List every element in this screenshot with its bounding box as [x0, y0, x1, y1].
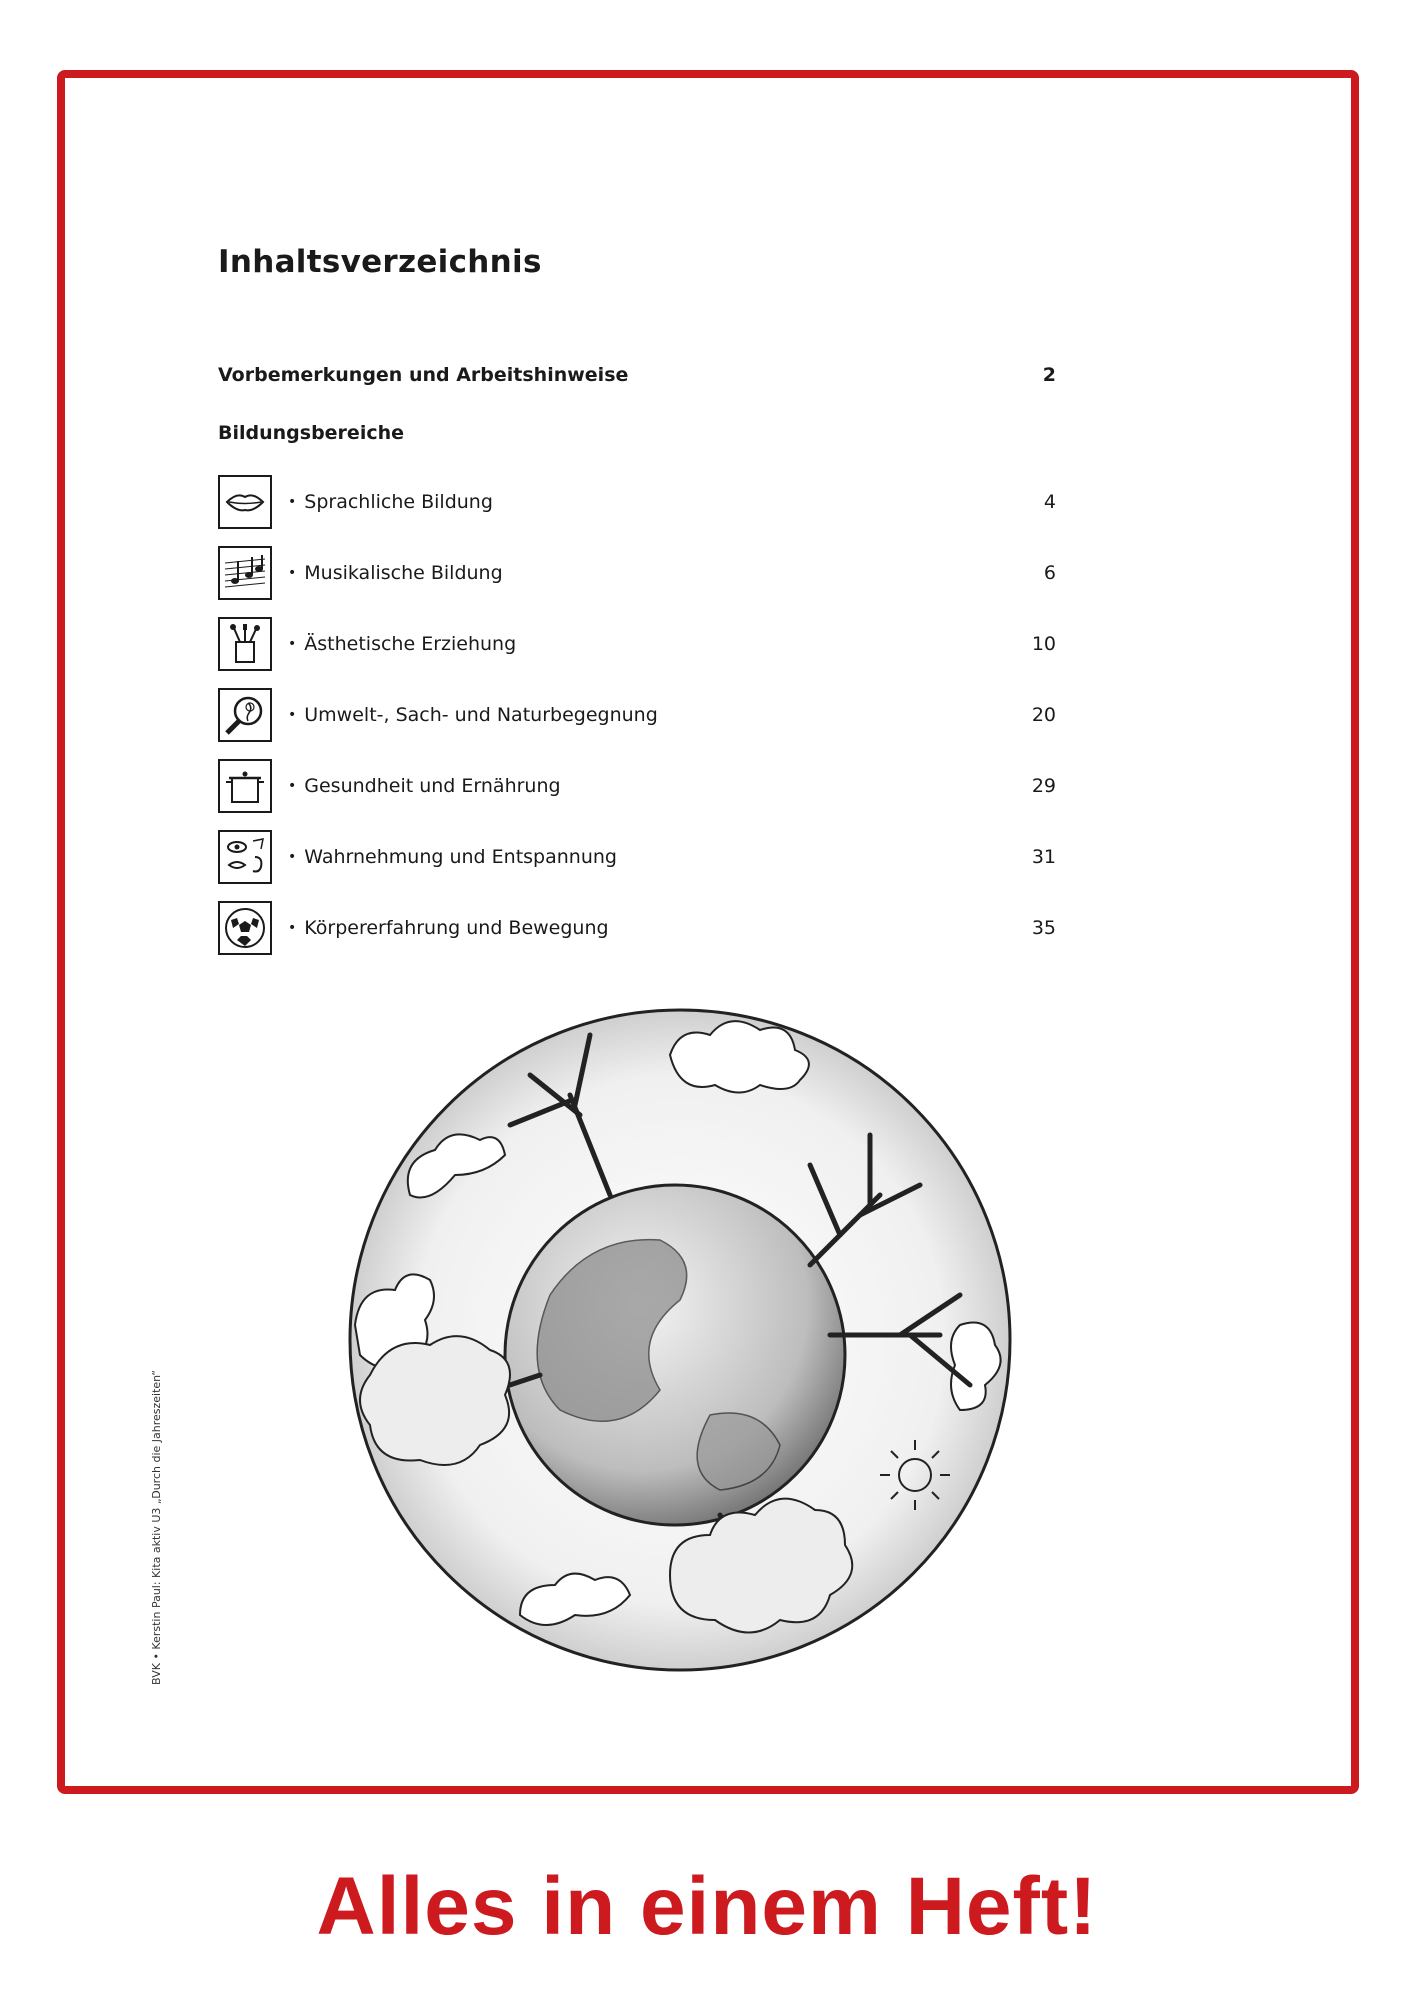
section-heading-label: Bildungsbereiche	[218, 422, 405, 444]
paintbrush-cup-icon	[218, 617, 272, 671]
seasons-globe-illustration	[340, 995, 1020, 1685]
lips-icon	[218, 475, 272, 529]
toc-entry-label: Vorbemerkungen und Arbeitshinweise	[218, 364, 629, 386]
senses-face-icon	[218, 830, 272, 884]
cooking-pot-icon	[218, 759, 272, 813]
toc-entry-label: Umwelt-, Sach- und Naturbegegnung	[304, 704, 658, 726]
toc-entry-page: 31	[1031, 846, 1056, 868]
toc-entry-page: 4	[1043, 491, 1056, 513]
toc-entry-page: 2	[1042, 364, 1056, 386]
magnifier-icon	[218, 688, 272, 742]
toc-entry-aesthetische-erziehung[interactable]	[218, 615, 1056, 673]
toc-entry-sprachliche-bildung[interactable]	[218, 473, 1056, 531]
toc-entry-label: Sprachliche Bildung	[304, 491, 493, 513]
toc-entry-page: 29	[1031, 775, 1056, 797]
page-title: Inhaltsverzeichnis	[218, 244, 542, 280]
football-icon	[218, 901, 272, 955]
toc-entry-page: 10	[1031, 633, 1056, 655]
toc-entry-page: 20	[1031, 704, 1056, 726]
toc-entry-page: 6	[1043, 562, 1056, 584]
toc-entry-wahrnehmung-entspannung[interactable]	[218, 828, 1056, 886]
bullet: •	[288, 494, 297, 510]
toc-entry-label: Körpererfahrung und Bewegung	[304, 917, 609, 939]
toc-entry-koerpererfahrung-bewegung[interactable]	[218, 899, 1056, 957]
bullet: •	[288, 707, 297, 723]
copyright-credit: BVK • Kerstin Paul: Kita aktiv U3 „Durch die Jahreszeiten“	[150, 1369, 163, 1685]
toc-entry-intro[interactable]	[218, 346, 1056, 404]
bullet: •	[288, 920, 297, 936]
toc-entry-label: Musikalische Bildung	[304, 562, 503, 584]
bullet: •	[288, 849, 297, 865]
toc-entry-page: 35	[1031, 917, 1056, 939]
toc-entry-gesundheit-ernaehrung[interactable]	[218, 757, 1056, 815]
toc-entry-label: Wahrnehmung und Entspannung	[304, 846, 617, 868]
music-notes-icon	[218, 546, 272, 600]
toc-entry-label: Ästhetische Erziehung	[304, 633, 517, 655]
bullet: •	[288, 565, 297, 581]
section-heading	[218, 404, 1056, 462]
toc-entry-umwelt-sach-naturbegegnung[interactable]	[218, 686, 1056, 744]
toc-entry-label: Gesundheit und Ernährung	[304, 775, 561, 797]
bullet: •	[288, 636, 297, 652]
bullet: •	[288, 778, 297, 794]
promo-slogan: Alles in einem Heft!	[316, 1861, 1098, 1952]
toc-entry-musikalische-bildung[interactable]	[218, 544, 1056, 602]
